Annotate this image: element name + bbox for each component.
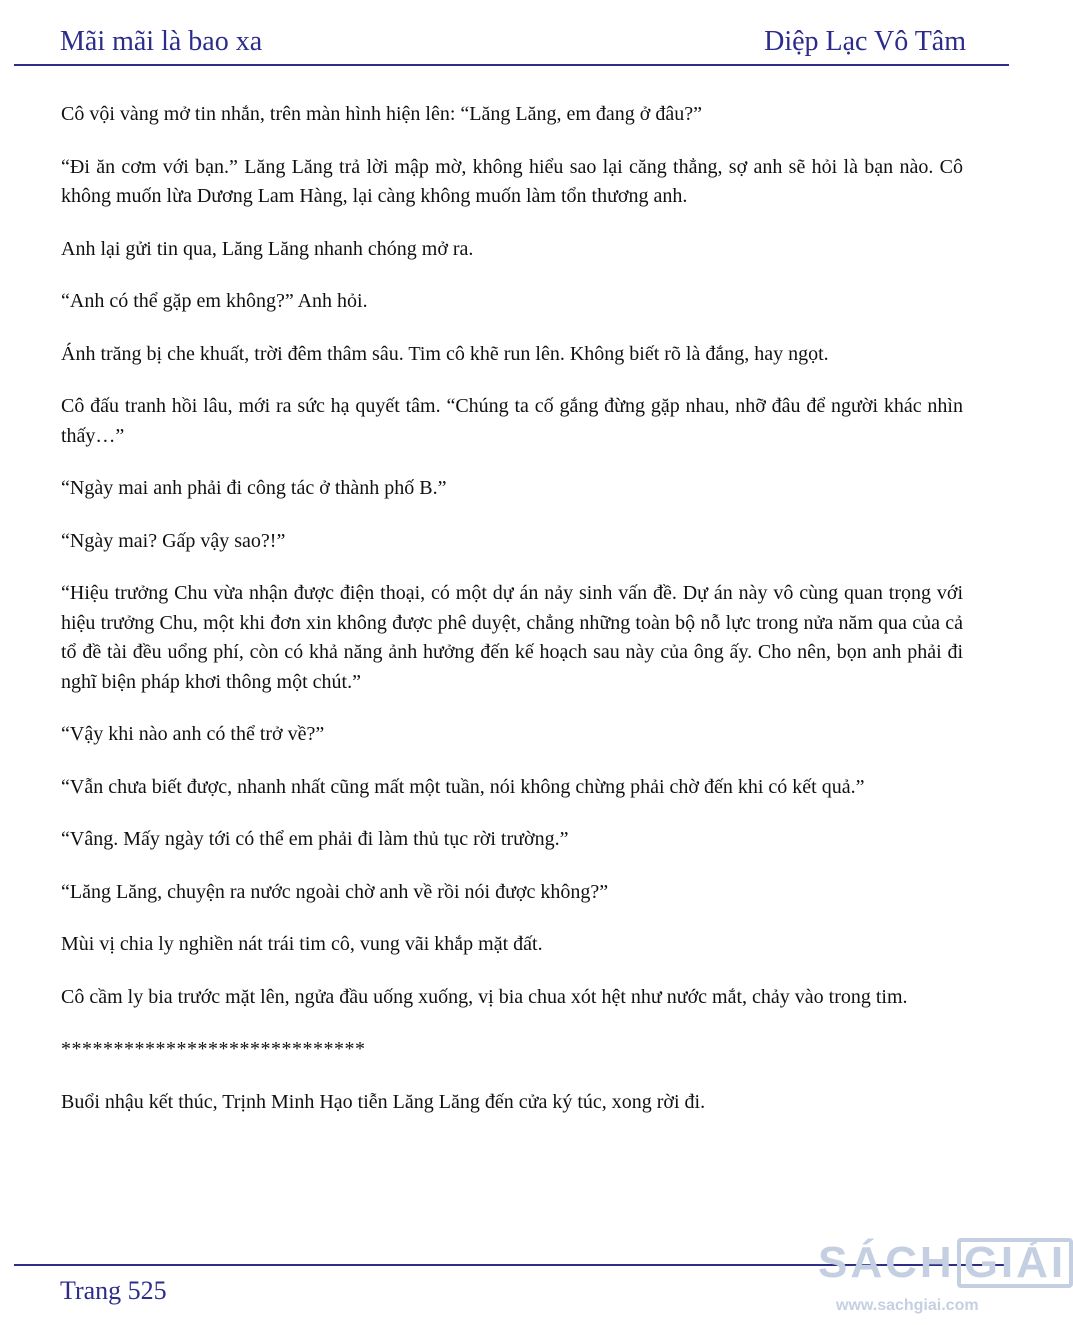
page-body: [61, 100, 963, 1140]
paragraph: Cô cầm ly bia trước mặt lên, ngửa đầu uống xuống, vị bia chua xót hệt như nước mắt, chảy vào trong tim.: [61, 985, 908, 1008]
watermark-brand-left: SÁCH: [818, 1238, 955, 1287]
paragraph: “Ngày mai? Gấp vậy sao?!”: [61, 529, 286, 552]
paragraph: “Anh có thể gặp em không?” Anh hỏi.: [61, 290, 368, 312]
paragraph: Cô vội vàng mở tin nhắn, trên màn hình hiện lên: “Lăng Lăng, em đang ở đâu?”: [61, 103, 702, 125]
paragraph: “Vẫn chưa biết được, nhanh nhất cũng mất một tuần, nói không chừng phải chờ đến khi có kết quả.”: [61, 775, 865, 798]
paragraph: Anh lại gửi tin qua, Lăng Lăng nhanh chóng mở ra.: [61, 237, 474, 260]
paragraph: “Hiệu trưởng Chu vừa nhận được điện thoại, có một dự án nảy sinh vấn đề. Dự án này vô cùng quan trọng với hiệu trưởng Chu, một khi đơn xin không được phê duyệt, chẳng những toàn bộ nỗ lực trong nửa năm qua của cả tổ đề tài đều uổng phí, còn có khả năng ảnh hưởng đến kế hoạch sau này của ông ấy. Cho nên, bọn anh phải đi nghĩ biện pháp khơi thông một chút.”: [61, 582, 963, 693]
book-author: Diệp Lạc Vô Tâm: [764, 26, 966, 57]
watermark-brand-right: GIẢI: [957, 1238, 1073, 1288]
scene-break: *****************************: [61, 1038, 366, 1060]
header-divider: [14, 64, 1009, 66]
paragraph: “Đi ăn cơm với bạn.” Lăng Lăng trả lời mập mờ, không hiểu sao lại căng thẳng, sợ anh sẽ hỏi là bạn nào. Cô không muốn lừa Dương Lam Hàng, lại càng không muốn làm tổn thương anh.: [61, 155, 963, 207]
paragraph: Mùi vị chia ly nghiền nát trái tim cô, vung vãi khắp mặt đất.: [61, 933, 543, 955]
paragraph: Cô đấu tranh hồi lâu, mới ra sức hạ quyết tâm. “Chúng ta cố gắng đừng gặp nhau, nhỡ đâu để người khác nhìn thấy…”: [61, 395, 963, 447]
watermark-url: www.sachgiai.com: [836, 1297, 979, 1314]
watermark-brand: [818, 1238, 1073, 1288]
paragraph: “Vậy khi nào anh có thể trở về?”: [61, 723, 325, 745]
paragraph: “Vâng. Mấy ngày tới có thể em phải đi làm thủ tục rời trường.”: [61, 828, 569, 850]
paragraph: “Ngày mai anh phải đi công tác ở thành phố B.”: [61, 477, 447, 499]
page-header: [0, 0, 1024, 66]
book-title: Mãi mãi là bao xa: [60, 26, 263, 57]
paragraph: Ánh trăng bị che khuất, trời đêm thâm sâu. Tim cô khẽ run lên. Không biết rõ là đắng, hay ngọt.: [61, 342, 829, 365]
watermark-logo: [818, 1226, 1067, 1321]
page-number: Trang 525: [60, 1276, 167, 1305]
paragraph: Buổi nhậu kết thúc, Trịnh Minh Hạo tiễn Lăng Lăng đến cửa ký túc, xong rời đi.: [61, 1090, 706, 1113]
paragraph: “Lăng Lăng, chuyện ra nước ngoài chờ anh về rồi nói được không?”: [61, 880, 609, 903]
